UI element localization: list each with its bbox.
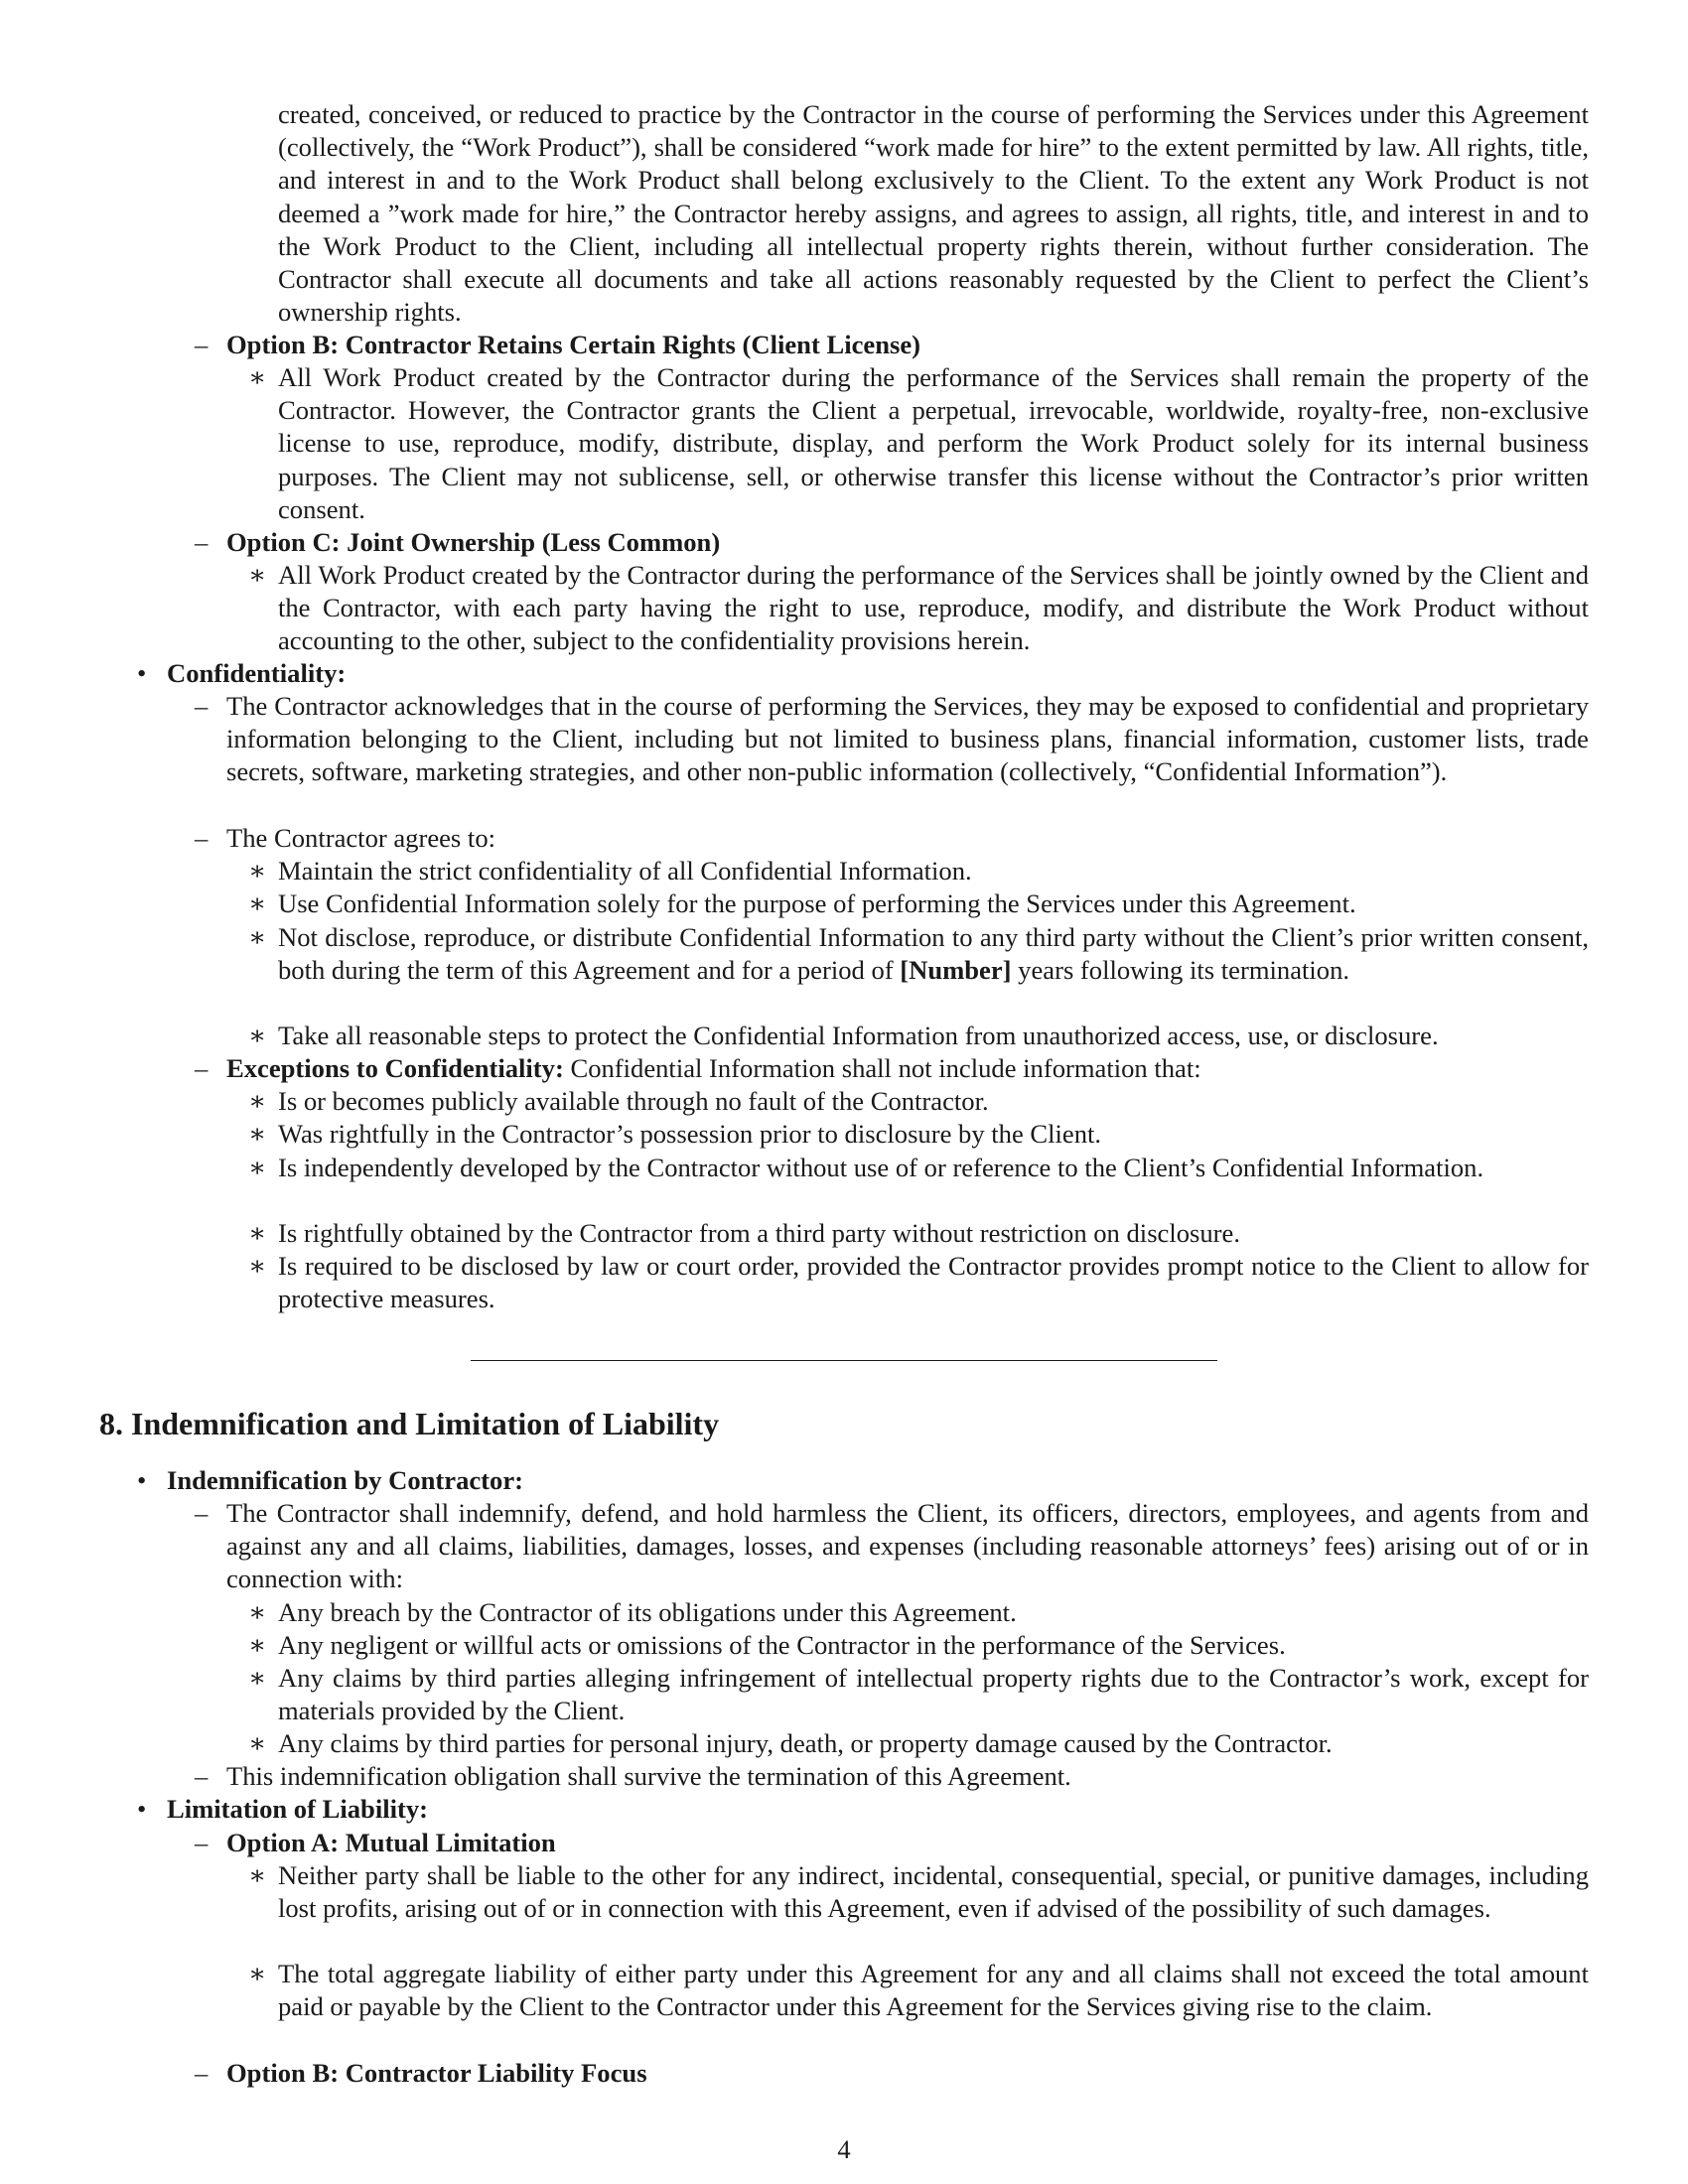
dot-marker: • bbox=[137, 1465, 147, 1495]
list-item: Is required to be disclosed by law or court order, provided the Contractor provides prompt notice to the Client to allow for protective measures. bbox=[278, 1251, 1589, 1314]
option-b-text: All Work Product created by the Contractor during the performance of the Services shall remain the property of the Contractor. However, the Contractor grants the Client a perpetual, irrevocable, worldwide, royalty-free, non-exclusive license to use, reproduce, modify, distribute, display, and perform the Work Product solely for its internal business purposes. The Client may not sublicense, sell, or otherwise transfer this license without the Contractor’s prior written consent. bbox=[278, 362, 1589, 524]
star-marker: ∗ bbox=[248, 1021, 267, 1050]
star-marker: ∗ bbox=[248, 1663, 267, 1693]
option-c-text: All Work Product created by the Contractor during the performance of the Services shall be jointly owned by the Client and the Contractor, with each party having the right to use, reproduce, modify, and distribute the Work Product without accounting to the other, subject to the confidentiality provisions herein. bbox=[278, 560, 1589, 656]
dash-marker: – bbox=[195, 1053, 209, 1083]
contractor-agrees: The Contractor agrees to: bbox=[226, 823, 496, 853]
indemnification-text: The Contractor shall indemnify, defend, and hold harmless the Client, its officers, directors, employees, and agents from and against any and all claims, liabilities, damages, losses, and expenses (including reasonable attorneys’ fees) arising out of or in connection with: bbox=[226, 1498, 1589, 1594]
dash-marker: – bbox=[195, 2058, 209, 2088]
list-item: Use Confidential Information solely for the purpose of performing the Services under this Agreement. bbox=[278, 888, 1356, 918]
list-item: Was rightfully in the Contractor’s possession prior to disclosure by the Client. bbox=[278, 1119, 1102, 1149]
work-product-paragraph: created, conceived, or reduced to practice by the Contractor in the course of performing the Services under this Agreement (collectively, the “Work Product”), shall be considered “work made for hire” to the extent permitted by law. All rights, title, and interest in and to the Work Product shall belong exclusively to the Client. To the extent any Work Product is not deemed a ”work made for hire,” the Contractor hereby assigns, and agrees to assign, all rights, title, and interest in and to the Work Product to the Client, including all intellectual property rights therein, without further consideration. The Contractor shall execute all documents and take all actions reasonably requested by the Client to perfect the Client’s ownership rights. bbox=[278, 99, 1589, 328]
indemnification-title: Indemnification by Contractor: bbox=[167, 1465, 523, 1495]
list-item: Is or becomes publicly available through no fault of the Contractor. bbox=[278, 1086, 989, 1116]
dash-marker: – bbox=[195, 1498, 209, 1528]
list-item: Any claims by third parties alleging infringement of intellectual property rights due to the Contractor’s work, except for materials provided by the Client. bbox=[278, 1663, 1589, 1726]
list-item: The total aggregate liability of either party under this Agreement for any and all claims shall not exceed the total amount paid or payable by the Client to the Contractor under this Agreement for the Services giving rise to the claim. bbox=[278, 1959, 1589, 2022]
star-marker: ∗ bbox=[248, 888, 267, 918]
page-number: 4 bbox=[837, 2134, 851, 2164]
list-item: Neither party shall be liable to the other for any indirect, incidental, consequential, special, or punitive damages, including lost profits, arising out of or in connection with this Agreement, even if advised of the possibility of such damages. bbox=[278, 1860, 1589, 1924]
option-b-liability-title: Option B: Contractor Liability Focus bbox=[226, 2058, 647, 2088]
star-marker: ∗ bbox=[248, 856, 267, 886]
dot-marker: • bbox=[137, 658, 147, 688]
survive-text: This indemnification obligation shall survive the termination of this Agreement. bbox=[226, 1761, 1071, 1791]
dash-marker: – bbox=[195, 527, 209, 557]
exceptions-title: Exceptions to Confidentiality: bbox=[226, 1053, 564, 1083]
star-marker: ∗ bbox=[248, 1251, 267, 1281]
dash-marker: – bbox=[195, 691, 209, 721]
list-item: Any breach by the Contractor of its obligations under this Agreement. bbox=[278, 1597, 1017, 1627]
horizontal-rule bbox=[471, 1360, 1217, 1361]
dot-marker: • bbox=[137, 1794, 147, 1824]
star-marker: ∗ bbox=[248, 1086, 267, 1116]
exceptions-line bbox=[226, 1052, 1589, 1085]
item-text: Not disclose, reproduce, or distribute Confidential Information to any third party without the Client’s prior written consent, both during the term of this Agreement and for a period of bbox=[278, 922, 1589, 986]
dash-marker: – bbox=[195, 823, 209, 853]
list-item: Take all reasonable steps to protect the Confidential Information from unauthorized access, use, or disclosure. bbox=[278, 1021, 1439, 1050]
section-heading: 8. Indemnification and Limitation of Liability bbox=[99, 1406, 720, 1441]
option-c-title: Option C: Joint Ownership (Less Common) bbox=[226, 527, 721, 557]
star-marker: ∗ bbox=[248, 1630, 267, 1660]
option-a-title: Option A: Mutual Limitation bbox=[226, 1828, 556, 1857]
dash-marker: – bbox=[195, 1828, 209, 1857]
limitation-title: Limitation of Liability: bbox=[167, 1794, 428, 1824]
star-marker: ∗ bbox=[248, 1218, 267, 1248]
star-marker: ∗ bbox=[248, 1597, 267, 1627]
dash-marker: – bbox=[195, 330, 209, 359]
list-item: Is independently developed by the Contractor without use of or reference to the Client’s Confidential Information. bbox=[278, 1153, 1484, 1182]
star-marker: ∗ bbox=[248, 1959, 267, 1988]
star-marker: ∗ bbox=[248, 560, 267, 590]
confidentiality-ack: The Contractor acknowledges that in the course of performing the Services, they may be exposed to confidential and proprietary information belonging to the Client, including but not limited to business plans, financial information, customer lists, trade secrets, software, marketing strategies, and other non-public information (collectively, “Confidential Information”). bbox=[226, 691, 1589, 787]
list-item: Is rightfully obtained by the Contractor from a third party without restriction on disclosure. bbox=[278, 1218, 1240, 1248]
star-marker: ∗ bbox=[248, 1728, 267, 1758]
list-item: Any negligent or willful acts or omissions of the Contractor in the performance of the Services. bbox=[278, 1630, 1286, 1660]
item-text: years following its termination. bbox=[1011, 955, 1350, 986]
list-item: Maintain the strict confidentiality of all Confidential Information. bbox=[278, 856, 972, 886]
dash-marker: – bbox=[195, 1761, 209, 1791]
exceptions-intro: Confidential Information shall not include information that: bbox=[563, 1053, 1201, 1083]
list-item: Any claims by third parties for personal injury, death, or property damage caused by the Contractor. bbox=[278, 1728, 1333, 1758]
confidentiality-title: Confidentiality: bbox=[167, 658, 347, 688]
star-marker: ∗ bbox=[248, 1119, 267, 1149]
star-marker: ∗ bbox=[248, 922, 267, 952]
list-item bbox=[278, 921, 1589, 987]
star-marker: ∗ bbox=[248, 362, 267, 392]
number-placeholder: [Number] bbox=[900, 955, 1012, 986]
option-b-title: Option B: Contractor Retains Certain Rights (Client License) bbox=[226, 330, 921, 359]
star-marker: ∗ bbox=[248, 1153, 267, 1182]
star-marker: ∗ bbox=[248, 1860, 267, 1890]
